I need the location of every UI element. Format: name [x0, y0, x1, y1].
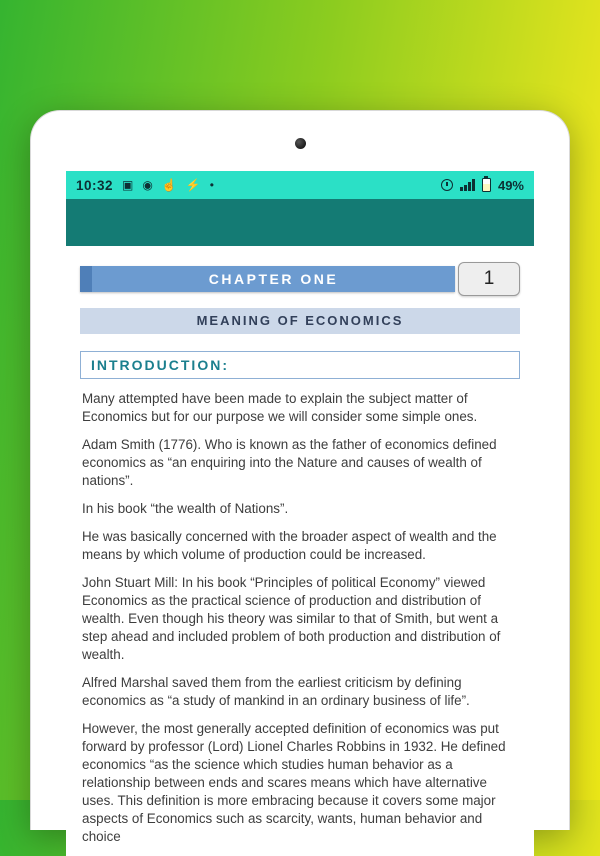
tablet-screen [66, 171, 534, 844]
gesture-icon: ☝ [161, 178, 177, 192]
flash-icon: ⚡ [185, 178, 201, 192]
battery-percent: 49% [497, 177, 524, 193]
paragraph: Adam Smith (1776). Who is known as the father of economics defined economics as “an enquiring into the Nature and causes of wealth of nations”. [82, 437, 497, 488]
camera-dot [295, 138, 306, 149]
hotspot-icon: ◉ [142, 178, 153, 192]
signal-icon [460, 179, 475, 191]
battery-icon [482, 178, 491, 192]
paragraph: Alfred Marshal saved them from the earliest criticism by defining economics as “a study of mankind in an ordinary business of life”. [82, 675, 470, 708]
paragraph: Many attempted have been made to explain the subject matter of Economics but for our purpose we will consider some simple ones. [82, 391, 478, 424]
document-page[interactable] [66, 246, 534, 856]
document-body [80, 390, 520, 846]
tablet-device [30, 110, 570, 844]
screenshot-icon: ▣ [122, 178, 134, 192]
chapter-heading: CHAPTER ONE [80, 266, 455, 292]
status-bar [66, 171, 534, 199]
status-bar-left [76, 178, 214, 193]
status-bar-right [441, 178, 524, 193]
chapter-header-row [80, 262, 520, 296]
section-heading: INTRODUCTION: [80, 351, 520, 379]
paragraph: He was basically concerned with the broader aspect of wealth and the means by which volume of production could be increased. [82, 529, 497, 562]
paragraph: John Stuart Mill: In his book “Principles of political Economy” viewed Economics as the practical science of production and distribution of wealth. Even though his theory was similar to that of Smith, but went a step ahead and included problem of both production and distribution of wealth. [82, 575, 501, 662]
alarm-icon [441, 179, 453, 191]
page-number-tab[interactable]: 1 [458, 262, 520, 296]
document-title: MEANING OF ECONOMICS [80, 308, 520, 334]
app-toolbar[interactable] [66, 199, 534, 246]
clock-time: 10:32 [76, 177, 114, 193]
paragraph: In his book “the wealth of Nations”. [82, 501, 289, 516]
paragraph: However, the most generally accepted definition of economics was put forward by professor (Lord) Lionel Charles Robbins in 1932. He defined economics “as the science which studies human behavior as a relationship between ends and scares means which have alternative uses. This definition is more embracing because it covers some major aspects of Economics such as scarcity, wants, human behavior and choice [82, 721, 506, 844]
notification-dot: • [209, 178, 214, 192]
